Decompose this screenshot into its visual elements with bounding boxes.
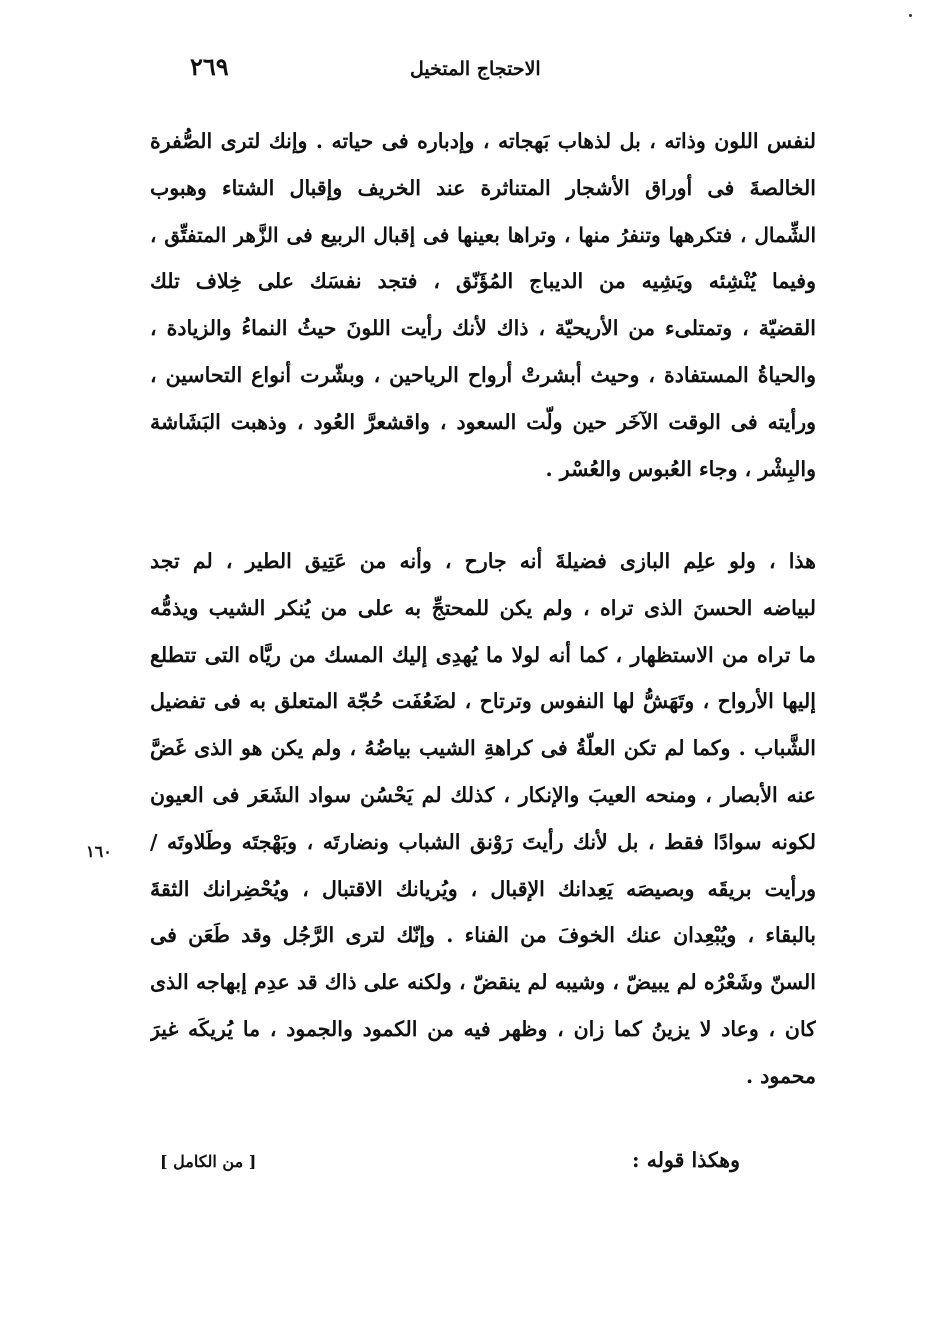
text-line: إليها الأرواح ، وتَهَشُّ لها النفوس وترتاح ، لضَعُفَت حُجّة المتعلق به فى تفضيل bbox=[150, 689, 816, 714]
text-line: هذا ، ولو علِم البازى فضيلةَ أنه جارح ، وأنه من عَتِيق الطير ، لم تجد bbox=[150, 549, 816, 573]
text-line: والبِشْر ، وجاء العُبوس والعُسْر . bbox=[545, 456, 816, 481]
text-line: وفيما يُنْشِئه ويَشِيه من الديباج المُؤَنّق ، فتجد نفسَك على خِلاف تلك bbox=[150, 269, 816, 294]
text-line: كان ، وعاد لا يزينُ كما زان ، وظهر فيه من الكمود والجمود ، ما يُريكَه غيرَ bbox=[150, 1016, 816, 1041]
running-header bbox=[150, 52, 810, 92]
meter-note: [ من الكامل ] bbox=[160, 1152, 257, 1171]
poem-intro-text: وهكذا قوله : bbox=[632, 1148, 740, 1172]
poem-intro-line bbox=[150, 1148, 740, 1188]
page-number: ٢٦٩ bbox=[190, 52, 229, 81]
text-line: السنّ وشَعْرُه لم يبيضّ ، وشيبه لم ينقضّ ، ولكنه على ذاك قد عدِم إبهاجه الذى bbox=[150, 970, 816, 995]
margin-page-number: ١٦٠ bbox=[86, 842, 112, 861]
text-line: لنفس اللون وذاته ، بل لذهاب بَهجاته ، وإدباره فى حياته . وإنك لترى الصُّفرة bbox=[150, 129, 816, 153]
running-title: الاحتجاج المتخيل bbox=[410, 58, 541, 80]
scan-speck bbox=[909, 14, 912, 17]
paragraph-2 bbox=[150, 538, 816, 1100]
text-line: القضيّة ، وتمتلىء من الأريحيّة ، ذاك لأنك رأيت اللونَ حيثُ النماءُ والزيادة ، bbox=[150, 316, 816, 341]
text-line: والحياةُ المستفادة ، وحيث أبشرتْ أرواح الرياحين ، وبشّرت أنواع التحاسين ، bbox=[150, 362, 816, 387]
paragraph-1 bbox=[150, 118, 816, 492]
text-line: ما تراه من الاستظهار ، كما أنه لولا ما يُهدِى إليك المسك من ريَّاه التى تتطلع bbox=[150, 642, 816, 667]
text-line: ورأيته فى الوقت الآخَر حين ولّت السعود ، واقشعرَّ العُود ، وذهبت البَشَاشة bbox=[150, 409, 816, 434]
text-line: الشِّمال ، فتكرهها وتنفرُ منها ، وتراها بعينها فى إقبال الربيع فى الزَّهر المتفتِّق ، bbox=[150, 222, 816, 247]
text-line: الشَّباب . وكما لم تكن العلّةُ فى كراهةِ الشيب بياضُهُ ، ولم يكن هو الذى غَضَّ bbox=[150, 736, 816, 761]
text-line: عنه الأبصار ، ومنحه العيبَ والإنكار ، كذلك لم يَحْسُن سواد الشَعَر فى العيون bbox=[150, 782, 816, 807]
text-line: محمود . bbox=[745, 1063, 816, 1088]
text-line: بالبقاء ، ويُبْعِدان عنك الخوفَ من الفناء . وإنّك لترى الرَّجُل وقد طَعَن فى bbox=[150, 923, 816, 948]
text-line: لكونه سوادًا فقط ، بل لأنك رأيتَ رَوْنق الشباب ونضارتَه ، وبَهْجتَه وطَلاوتَه / bbox=[150, 829, 816, 854]
text-line: ورأيت بريقَه وبصيصَه يَعِدانك الإقبال ، ويُريانك الاقتبال ، ويُحْضِرانك الثقةَ bbox=[150, 876, 816, 901]
text-line: لبياضه الحسنَ الذى تراه ، ولم يكن للمحتجِّ به على من يُنكر الشيب ويذمُّه bbox=[150, 595, 816, 620]
text-line: الخالصةَ فى أوراق الأشجار المتناثرة عند الخريف وإقبال الشتاء وهبوب bbox=[150, 175, 816, 200]
